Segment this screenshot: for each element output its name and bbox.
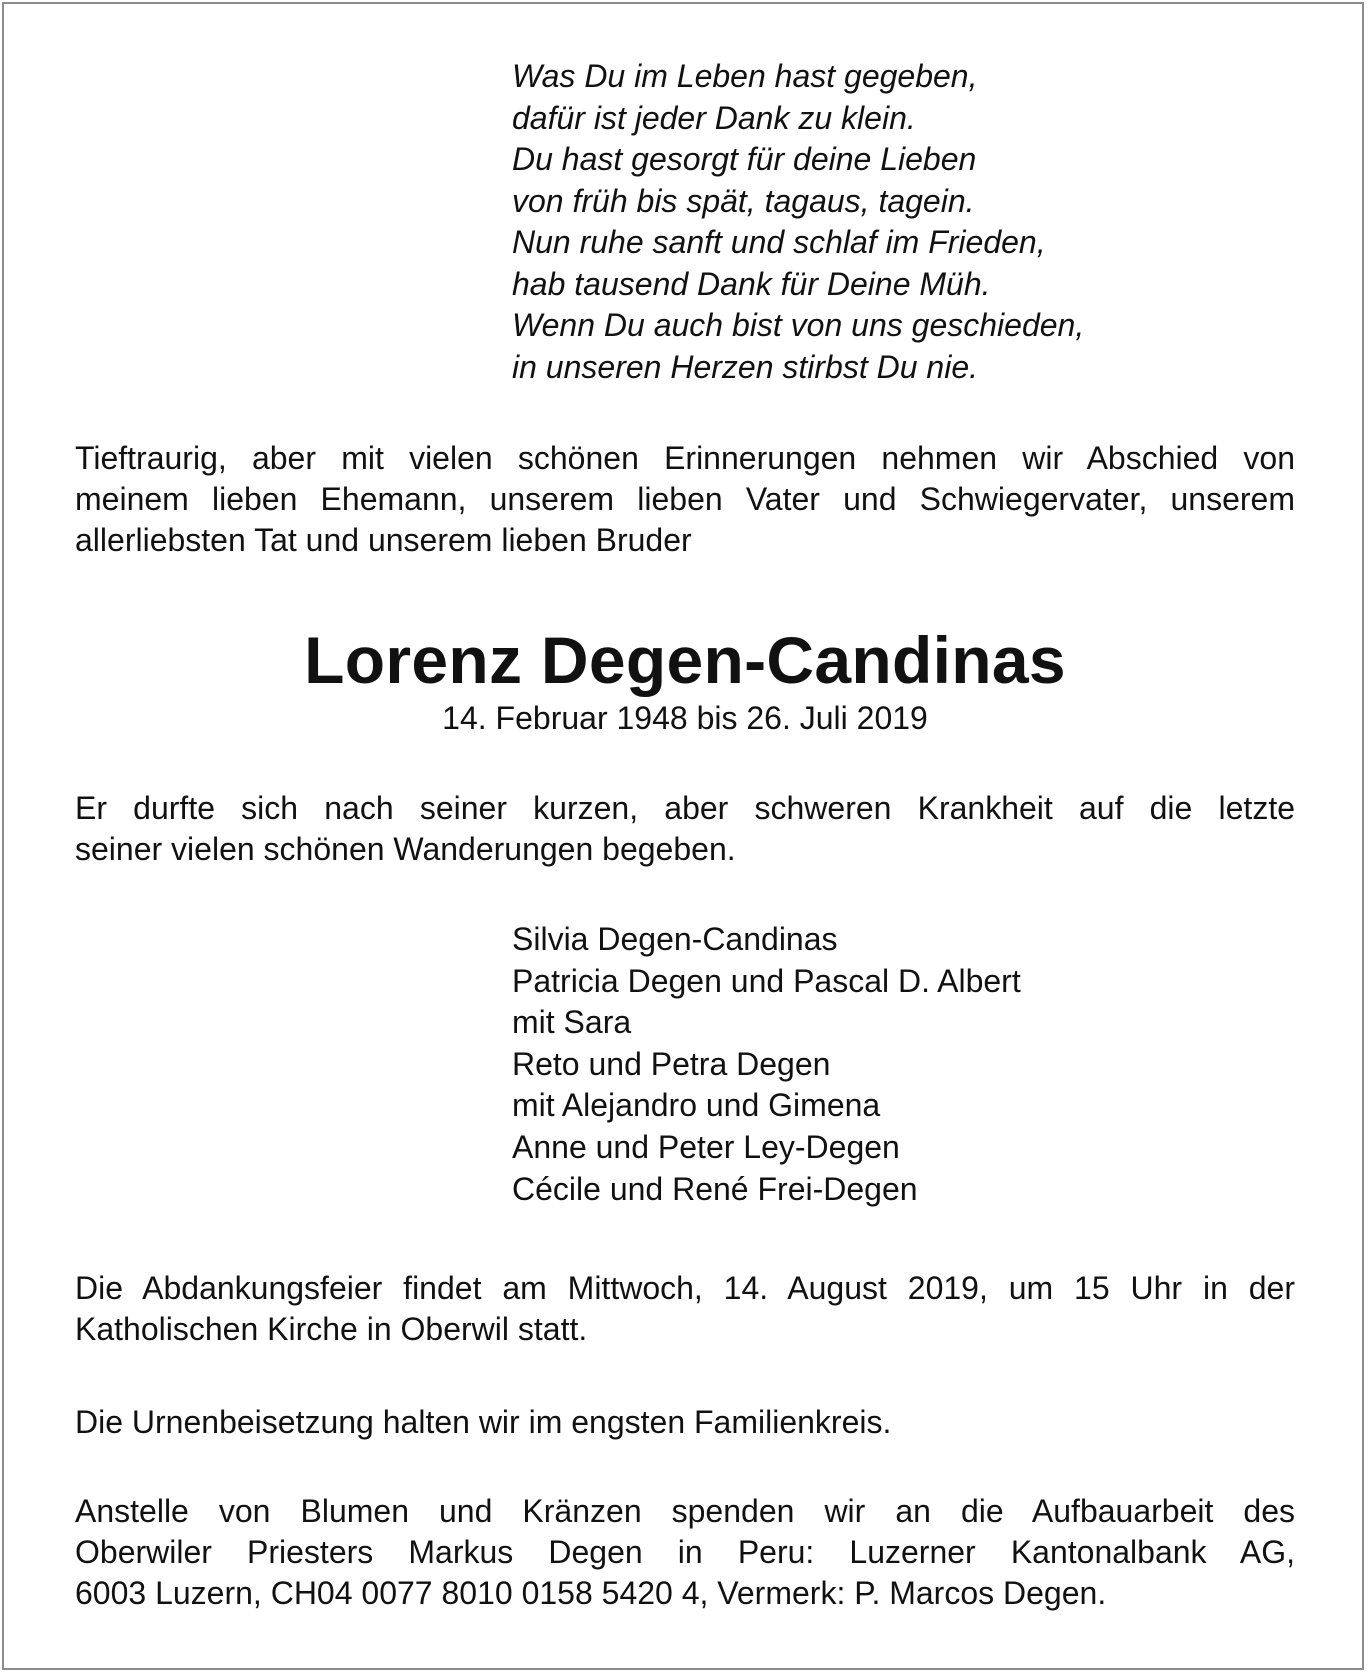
memorial-poem — [512, 56, 1084, 388]
intro-line: allerliebsten Tat und unserem lieben Bruder — [75, 522, 692, 558]
donation-line: Oberwiler Priesters Markus Degen in Peru: Luzerner Kantonalbank AG, — [75, 1534, 1295, 1570]
mourner-entry: mit Alejandro und Gimena — [512, 1087, 881, 1124]
deceased-name: Lorenz Degen-Candinas — [304, 623, 1066, 697]
poem-line: Was Du im Leben hast gegeben, — [512, 58, 978, 94]
poem-line: dafür ist jeder Dank zu klein. — [512, 99, 916, 136]
poem-line: von früh bis spät, tagaus, tagein. — [512, 182, 975, 219]
intro-line: Tieftraurig, aber mit vielen schönen Erinnerungen nehmen wir Abschied von — [75, 440, 1295, 476]
donation-line: 6003 Luzern, CH04 0077 8010 0158 5420 4, Vermerk: P. Marcos Degen. — [75, 1575, 1107, 1611]
mourner-entry: Anne und Peter Ley-Degen — [512, 1128, 900, 1165]
poem-line: Du hast gesorgt für deine Lieben — [512, 141, 977, 177]
intro-line: meinem lieben Ehemann, unserem lieben Vater und Schwiegervater, unserem — [75, 481, 1295, 517]
burial-line: Die Urnenbeisetzung halten wir im engsten Familienkreis. — [75, 1404, 892, 1440]
ceremony-line: Die Abdankungsfeier findet am Mittwoch, 14. August 2019, um 15 Uhr in der — [75, 1270, 1295, 1306]
ceremony-line: Katholischen Kirche in Oberwil statt. — [75, 1311, 588, 1347]
poem-line: in unseren Herzen stirbst Du nie. — [512, 348, 978, 385]
donation-line: Anstelle von Blumen und Kränzen spenden wir an die Aufbauarbeit des — [75, 1493, 1295, 1529]
life-dates: 14. Februar 1948 bis 26. Juli 2019 — [442, 700, 928, 736]
ceremony-paragraph — [75, 1268, 1295, 1350]
illness-line: Er durfte sich nach seiner kurzen, aber schweren Krankheit auf die letzte — [75, 790, 1295, 826]
mourner-entry: Cécile und René Frei-Degen — [512, 1170, 918, 1207]
poem-line: Wenn Du auch bist von uns geschieden, — [512, 307, 1085, 343]
mourner-entry: Silvia Degen-Candinas — [512, 921, 838, 957]
mourner-entry: Patricia Degen und Pascal D. Albert — [512, 962, 1021, 999]
mourner-entry: mit Sara — [512, 1004, 632, 1041]
poem-line: hab tausend Dank für Deine Müh. — [512, 265, 991, 302]
intro-paragraph — [75, 438, 1295, 561]
mourner-entry: Reto und Petra Degen — [512, 1045, 831, 1082]
illness-paragraph — [75, 788, 1295, 870]
burial-paragraph — [75, 1402, 1295, 1443]
mourners-list — [512, 919, 1021, 1210]
poem-line: Nun ruhe sanft und schlaf im Frieden, — [512, 224, 1046, 260]
donation-paragraph — [75, 1491, 1295, 1614]
illness-line: seiner vielen schönen Wanderungen begeben. — [75, 831, 736, 867]
